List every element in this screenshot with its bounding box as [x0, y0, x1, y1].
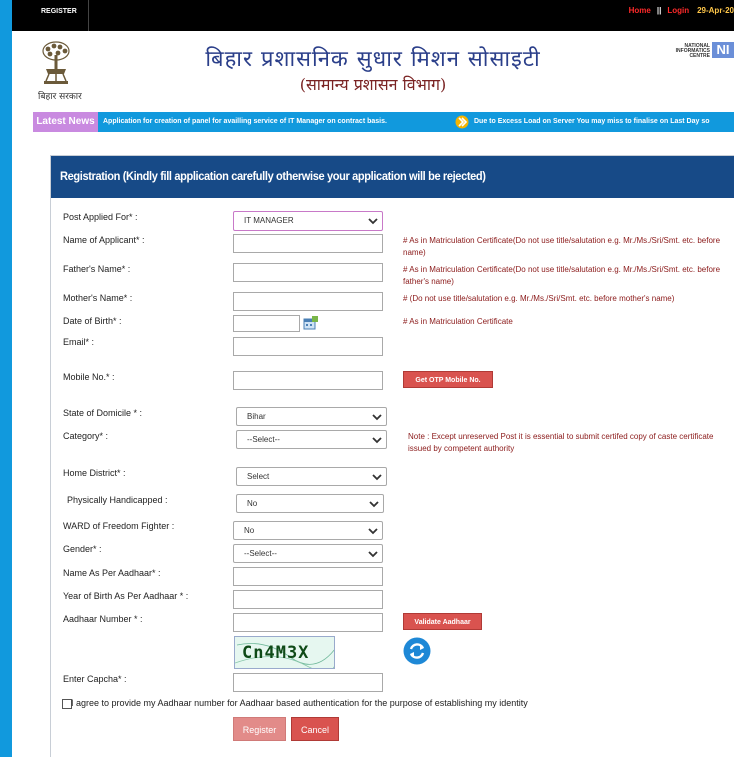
mother-name-note: # (Do not use title/salutation e.g. Mr./Ms./Sri/Smt. etc. before mother's name)	[403, 294, 675, 303]
ticker-message-1[interactable]: Application for creation of panel for availling service of IT Manager on contract basis.	[103, 118, 387, 125]
applicant-name-input[interactable]	[233, 234, 383, 253]
panel-title: Registration (Kindly fill application carefully otherwise your application will be rejected)	[60, 169, 486, 183]
aadhaar-yob-label: Year of Birth As Per Aadhaar * :	[63, 591, 189, 601]
email-input[interactable]	[233, 337, 383, 356]
panel-header	[51, 156, 734, 198]
dob-label: Date of Birth* :	[63, 316, 122, 326]
physically-handicapped-select[interactable]	[236, 494, 384, 513]
chevron-down-icon	[369, 500, 379, 508]
captcha-label: Enter Capcha* :	[63, 674, 127, 684]
dob-input[interactable]	[233, 315, 300, 332]
mother-name-input[interactable]	[233, 292, 383, 311]
get-otp-button[interactable]: Get OTP Mobile No.	[403, 371, 493, 388]
mobile-input[interactable]	[233, 371, 383, 390]
link-separator: ||	[656, 6, 662, 15]
top-links	[629, 6, 734, 15]
news-ticker	[33, 112, 734, 132]
freedom-fighter-select[interactable]	[233, 521, 383, 540]
emblem-caption: बिहार सरकार	[38, 92, 82, 102]
captcha-text: Cn4M3X	[242, 643, 310, 663]
captcha-input[interactable]	[233, 673, 383, 692]
physically-handicapped-value: No	[247, 499, 258, 508]
physically-handicapped-label: Physically Handicapped :	[67, 495, 168, 505]
post-select[interactable]	[233, 211, 383, 231]
category-select[interactable]	[236, 430, 387, 449]
post-select-value: IT MANAGER	[244, 216, 294, 225]
gender-select-value: --Select--	[244, 549, 277, 558]
category-label: Category* :	[63, 431, 109, 441]
freedom-fighter-label: WARD of Freedom Fighter :	[63, 521, 175, 531]
mother-name-label: Mother's Name* :	[63, 293, 133, 303]
domicile-select-value: Bihar	[247, 412, 266, 421]
current-date: 29-Apr-20	[697, 6, 734, 15]
chevron-down-icon	[372, 473, 382, 481]
login-link[interactable]: Login	[667, 6, 690, 15]
district-select-value: Select	[247, 472, 270, 481]
category-select-value: --Select--	[247, 435, 280, 444]
validate-aadhaar-button[interactable]: Validate Aadhaar	[403, 613, 482, 630]
district-label: Home District* :	[63, 468, 126, 478]
dob-note: # As in Matriculation Certificate	[403, 317, 513, 326]
post-label: Post Applied For* :	[63, 212, 138, 222]
chevron-down-icon	[368, 217, 378, 225]
site-title: बिहार प्रशासनिक सुधार मिशन सोसाइटी	[205, 47, 541, 72]
aadhaar-yob-input[interactable]	[233, 590, 383, 609]
aadhaar-name-input[interactable]	[233, 567, 383, 586]
category-note: Note : Except unreserved Post it is essential to submit certifed copy of caste certificate issued by competent authority	[408, 432, 714, 453]
chevron-down-icon	[368, 527, 378, 535]
applicant-name-note: # As in Matriculation Certificate(Do not use title/salutation e.g. Mr./Ms./Sri/Smt. etc. before name)	[403, 236, 721, 257]
domicile-select[interactable]	[236, 407, 387, 426]
nic-logo	[662, 42, 734, 62]
refresh-icon[interactable]	[403, 637, 431, 665]
calendar-icon[interactable]	[303, 316, 318, 330]
site-subtitle: (सामान्य प्रशासन विभाग)	[299, 75, 447, 94]
nic-text: NATIONAL INFORMATICS CENTRE	[675, 43, 710, 59]
register-tab[interactable]: REGISTER	[12, 0, 89, 31]
cancel-button[interactable]: Cancel	[291, 717, 339, 741]
gender-select[interactable]	[233, 544, 383, 563]
father-name-note: # As in Matriculation Certificate(Do not use title/salutation e.g. Mr./Ms./Sri/Smt. etc. before father's name)	[403, 265, 721, 286]
father-name-input[interactable]	[233, 263, 383, 282]
chevron-down-icon	[368, 550, 378, 558]
freedom-fighter-value: No	[244, 526, 255, 535]
home-link[interactable]: Home	[628, 6, 651, 15]
aadhaar-name-label: Name As Per Aadhaar* :	[63, 568, 161, 578]
left-accent-bar	[0, 0, 12, 757]
latest-news-badge: Latest News	[33, 112, 98, 132]
consent-text: I agree to provide my Aadhaar number for Aadhaar based authentication for the purpose of establishing my identity	[71, 698, 528, 708]
father-name-label: Father's Name* :	[63, 264, 131, 274]
aadhaar-number-label: Aadhaar Number * :	[63, 614, 143, 624]
chevron-down-icon	[372, 436, 382, 444]
ticker-message-2[interactable]: Due to Excess Load on Server You may miss to finalise on Last Day so	[474, 118, 710, 125]
domicile-label: State of Domicile * :	[63, 408, 143, 418]
register-button[interactable]: Register	[233, 717, 286, 741]
site-header	[12, 31, 734, 112]
captcha-image	[234, 636, 335, 669]
nic-mark: NI	[712, 42, 734, 58]
gender-label: Gender* :	[63, 544, 102, 554]
email-label: Email* :	[63, 337, 95, 347]
applicant-name-label: Name of Applicant* :	[63, 235, 145, 245]
top-bar	[12, 0, 734, 31]
mobile-label: Mobile No.* :	[63, 372, 115, 382]
chevron-right-icon	[455, 115, 469, 129]
district-select[interactable]	[236, 467, 387, 486]
chevron-down-icon	[372, 413, 382, 421]
aadhaar-number-input[interactable]	[233, 613, 383, 632]
